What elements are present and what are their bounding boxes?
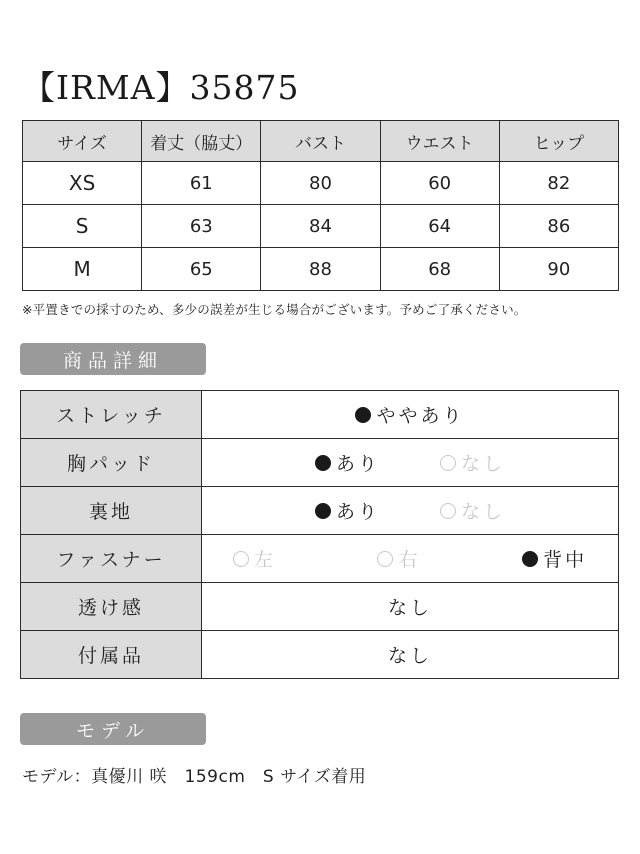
waist-cell: 68 (380, 248, 499, 291)
header-waist: ウエスト (380, 121, 499, 162)
option-text: あり (335, 501, 380, 523)
size-table (22, 120, 619, 291)
detail-value (202, 535, 619, 583)
table-row (23, 162, 619, 205)
option-selected (522, 545, 587, 572)
detail-label: ファスナー (21, 535, 202, 583)
detail-value: なし (202, 583, 619, 631)
waist-cell: 64 (380, 205, 499, 248)
product-title: 【IRMA】35875 (22, 68, 300, 107)
option-text: ややあり (376, 405, 465, 427)
option-text: あり (335, 453, 380, 475)
size-cell: XS (23, 162, 142, 205)
empty-circle-icon (440, 503, 456, 519)
hip-cell: 82 (499, 162, 618, 205)
detail-label: 裏地 (21, 487, 202, 535)
empty-circle-icon (233, 551, 249, 567)
detail-value (202, 487, 619, 535)
length-cell: 63 (142, 205, 261, 248)
filled-circle-icon (522, 551, 538, 567)
filled-circle-icon (315, 455, 331, 471)
filled-circle-icon (315, 503, 331, 519)
option-unselected (440, 497, 505, 524)
detail-row-chest-pad (21, 439, 619, 487)
table-row (23, 205, 619, 248)
detail-row-stretch (21, 391, 619, 439)
option-text: 右 (398, 549, 421, 571)
detail-value (202, 391, 619, 439)
option-unselected (377, 545, 420, 572)
details-section-label: 商品詳細 (20, 343, 206, 375)
filled-circle-icon (355, 407, 371, 423)
size-cell: M (23, 248, 142, 291)
bust-cell: 88 (261, 248, 380, 291)
detail-value: なし (202, 631, 619, 679)
bust-cell: 80 (261, 162, 380, 205)
detail-row-lining (21, 487, 619, 535)
header-length: 着丈（脇丈） (142, 121, 261, 162)
option-text: なし (461, 501, 506, 523)
option-selected (315, 497, 380, 524)
option-selected (355, 401, 464, 428)
length-cell: 61 (142, 162, 261, 205)
hip-cell: 90 (499, 248, 618, 291)
empty-circle-icon (377, 551, 393, 567)
detail-value (202, 439, 619, 487)
table-row (23, 248, 619, 291)
option-text: 左 (253, 549, 276, 571)
detail-row-sheerness (21, 583, 619, 631)
option-text: 背中 (543, 549, 588, 571)
option-unselected (440, 449, 505, 476)
detail-label: 透け感 (21, 583, 202, 631)
detail-label: ストレッチ (21, 391, 202, 439)
detail-label: 胸パッド (21, 439, 202, 487)
detail-row-accessories (21, 631, 619, 679)
option-unselected (233, 545, 276, 572)
option-text: なし (461, 453, 506, 475)
detail-row-fastener (21, 535, 619, 583)
header-bust: バスト (261, 121, 380, 162)
header-size: サイズ (23, 121, 142, 162)
header-hip: ヒップ (499, 121, 618, 162)
waist-cell: 60 (380, 162, 499, 205)
hip-cell: 86 (499, 205, 618, 248)
measurement-note: ※平置きでの採寸のため、多少の誤差が生じる場合がございます。予めご了承ください。 (22, 302, 527, 317)
length-cell: 65 (142, 248, 261, 291)
bust-cell: 84 (261, 205, 380, 248)
size-table-header-row (23, 121, 619, 162)
details-table (20, 390, 619, 679)
model-section-label: モデル (20, 713, 206, 745)
option-selected (315, 449, 380, 476)
size-cell: S (23, 205, 142, 248)
model-info: モデル：真優川 咲 159cm S サイズ着用 (22, 767, 367, 787)
empty-circle-icon (440, 455, 456, 471)
detail-label: 付属品 (21, 631, 202, 679)
